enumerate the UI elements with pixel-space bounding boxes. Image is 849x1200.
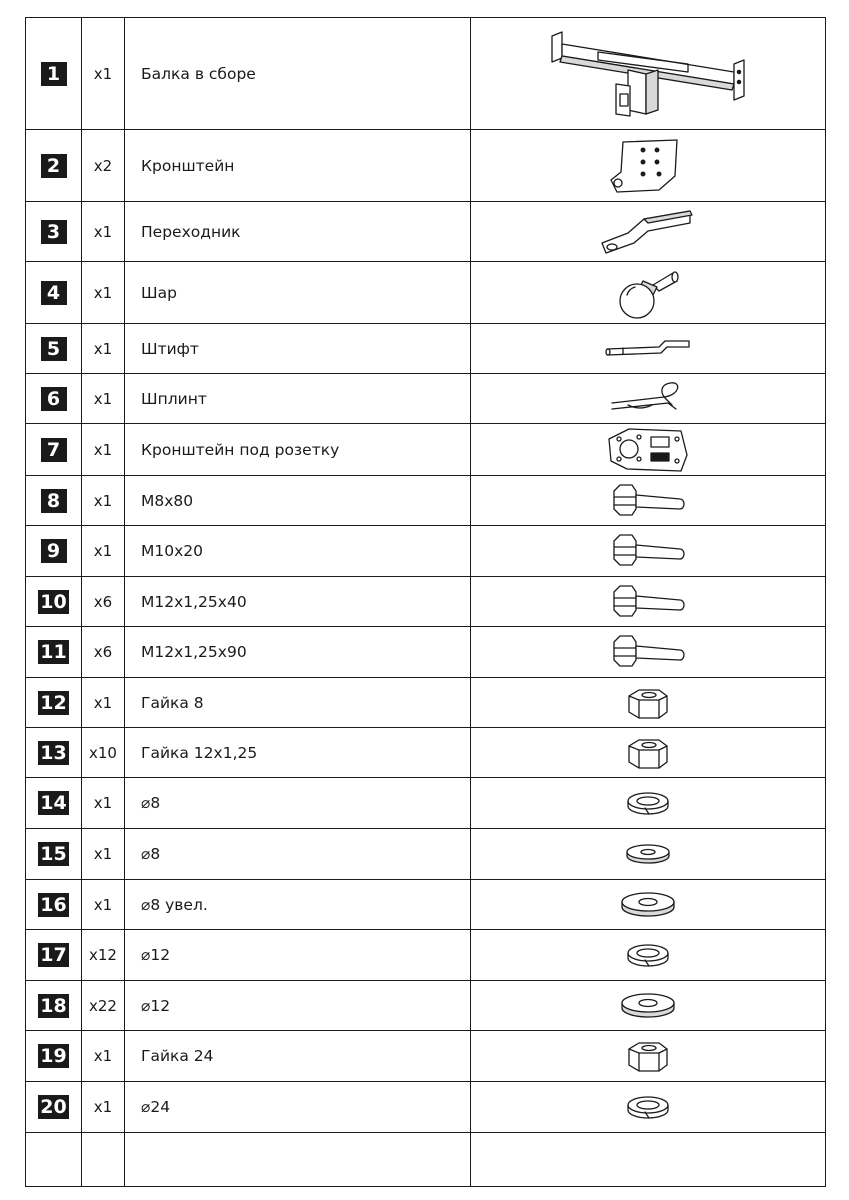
item-picture-cell [471,577,826,627]
item-number-badge: 12 [40,691,67,714]
parts-row-9 [26,526,826,577]
item-name: ⌀8 [125,829,471,880]
item-quantity: x1 [82,829,125,880]
item-name: ⌀12 [125,981,471,1031]
item-quantity: x2 [82,130,125,202]
item-name: Гайка 8 [125,678,471,728]
item-number-badge: 17 [40,944,67,966]
item-number-badge: 18 [40,994,67,1017]
item-number-badge: 3 [41,220,67,244]
item-quantity: x1 [82,424,125,476]
item-quantity: x1 [82,374,125,424]
item-number-badge: 4 [41,281,67,305]
item-number-badge: 9 [41,539,67,563]
item-picture-cell [471,829,826,880]
parts-table-body [26,18,826,1187]
item-picture-cell [471,880,826,930]
bracket-plate-icon [471,136,825,196]
parts-row-2 [26,130,826,202]
item-quantity: x1 [82,526,125,577]
item-quantity: x22 [82,981,125,1031]
item-name: ⌀24 [125,1082,471,1133]
item-number-badge: 5 [41,337,67,361]
item-picture-cell [471,18,826,130]
item-name: M10x20 [125,526,471,577]
hex-nut-icon [471,1039,825,1073]
item-number-cell [26,526,82,577]
item-name: ⌀8 увел. [125,880,471,930]
item-name: Переходник [125,202,471,262]
item-number-cell [26,829,82,880]
parts-row-20 [26,1082,826,1133]
item-number-cell [26,424,82,476]
parts-row-11 [26,627,826,678]
tow-bar-beam-icon [471,24,825,124]
bolt-icon [471,483,825,519]
item-number-cell [26,130,82,202]
item-picture-cell [471,930,826,981]
item-name: Гайка 24 [125,1031,471,1082]
item-name: Гайка 12x1,25 [125,728,471,778]
item-number-cell [26,678,82,728]
item-picture-cell [471,627,826,678]
item-name: Кронштейн [125,130,471,202]
item-name: ⌀8 [125,778,471,829]
parts-row-18 [26,981,826,1031]
item-quantity: x1 [82,324,125,374]
item-number-cell [26,324,82,374]
item-picture-cell [471,1082,826,1133]
item-quantity: x1 [82,202,125,262]
item-picture-cell [471,202,826,262]
parts-row-3 [26,202,826,262]
parts-row-13 [26,728,826,778]
item-number-cell [26,880,82,930]
item-picture-cell [471,262,826,324]
item-picture-cell [471,130,826,202]
item-number-cell [26,476,82,526]
item-picture-cell [471,1133,826,1187]
item-picture-cell [471,324,826,374]
parts-row-16 [26,880,826,930]
parts-row-15 [26,829,826,880]
item-number-badge: 1 [41,62,67,86]
large-flat-washer-icon [471,889,825,921]
item-quantity: x6 [82,627,125,678]
parts-row-5 [26,324,826,374]
item-number-cell [26,202,82,262]
item-number-badge: 2 [41,154,67,178]
parts-row-6 [26,374,826,424]
item-number-badge: 15 [40,843,67,865]
item-number-cell [26,981,82,1031]
item-number-cell [26,262,82,324]
item-quantity: x6 [82,577,125,627]
item-name: Кронштейн под розетку [125,424,471,476]
item-name: Балка в сборе [125,18,471,130]
parts-row-1 [26,18,826,130]
item-number-cell [26,577,82,627]
item-name: Шплинт [125,374,471,424]
item-number-cell [26,1082,82,1133]
item-name: ⌀12 [125,930,471,981]
item-number-cell [26,1031,82,1082]
item-quantity: x1 [82,262,125,324]
item-picture-cell [471,526,826,577]
item-picture-cell [471,424,826,476]
bolt-icon [471,634,825,670]
item-name [125,1133,471,1187]
parts-row-17 [26,930,826,981]
parts-row-14 [26,778,826,829]
socket-bracket-icon [471,425,825,475]
bolt-icon [471,533,825,569]
item-quantity: x1 [82,18,125,130]
hex-nut-icon [471,736,825,770]
spring-washer-icon [471,940,825,970]
flat-washer-icon [471,841,825,867]
large-flat-washer-icon [471,990,825,1022]
item-quantity: x12 [82,930,125,981]
item-name: Штифт [125,324,471,374]
item-number-cell [26,374,82,424]
hex-nut-icon [471,686,825,720]
spring-washer-icon [471,788,825,818]
item-name: M12x1,25x40 [125,577,471,627]
item-picture-cell [471,678,826,728]
item-number-badge: 7 [41,438,67,462]
item-picture-cell [471,374,826,424]
parts-row-7 [26,424,826,476]
item-quantity: x1 [82,880,125,930]
item-number-badge: 13 [40,741,67,764]
parts-row-19 [26,1031,826,1082]
bolt-icon [471,584,825,620]
item-number-badge: 19 [40,1045,67,1067]
item-quantity: x1 [82,678,125,728]
parts-table [25,17,826,1187]
parts-row-4 [26,262,826,324]
item-quantity: x1 [82,778,125,829]
item-number-badge: 20 [40,1096,67,1118]
parts-row-12 [26,678,826,728]
item-picture-cell [471,981,826,1031]
item-quantity: x1 [82,476,125,526]
item-name: M12x1,25x90 [125,627,471,678]
spring-washer-icon [471,1092,825,1122]
item-picture-cell [471,728,826,778]
pin-icon [471,337,825,361]
item-quantity [82,1133,125,1187]
item-number-cell [26,627,82,678]
item-number-cell [26,18,82,130]
item-number-cell [26,728,82,778]
adapter-icon [471,209,825,255]
item-number-cell [26,1133,82,1187]
item-number-badge: 10 [40,590,67,613]
item-quantity: x1 [82,1082,125,1133]
item-number-cell [26,930,82,981]
item-quantity: x1 [82,1031,125,1082]
item-name: M8x80 [125,476,471,526]
item-picture-cell [471,476,826,526]
parts-row-8 [26,476,826,526]
item-number-cell [26,778,82,829]
tow-ball-icon [471,263,825,323]
item-number-badge: 14 [40,792,67,814]
parts-row-10 [26,577,826,627]
item-number-badge: 6 [41,387,67,411]
item-number-badge: 16 [40,893,67,916]
item-picture-cell [471,778,826,829]
cotter-pin-icon [471,379,825,419]
item-quantity: x10 [82,728,125,778]
parts-row-empty [26,1133,826,1187]
item-number-badge: 11 [40,641,67,663]
item-picture-cell [471,1031,826,1082]
item-name: Шар [125,262,471,324]
item-number-badge: 8 [41,489,67,513]
